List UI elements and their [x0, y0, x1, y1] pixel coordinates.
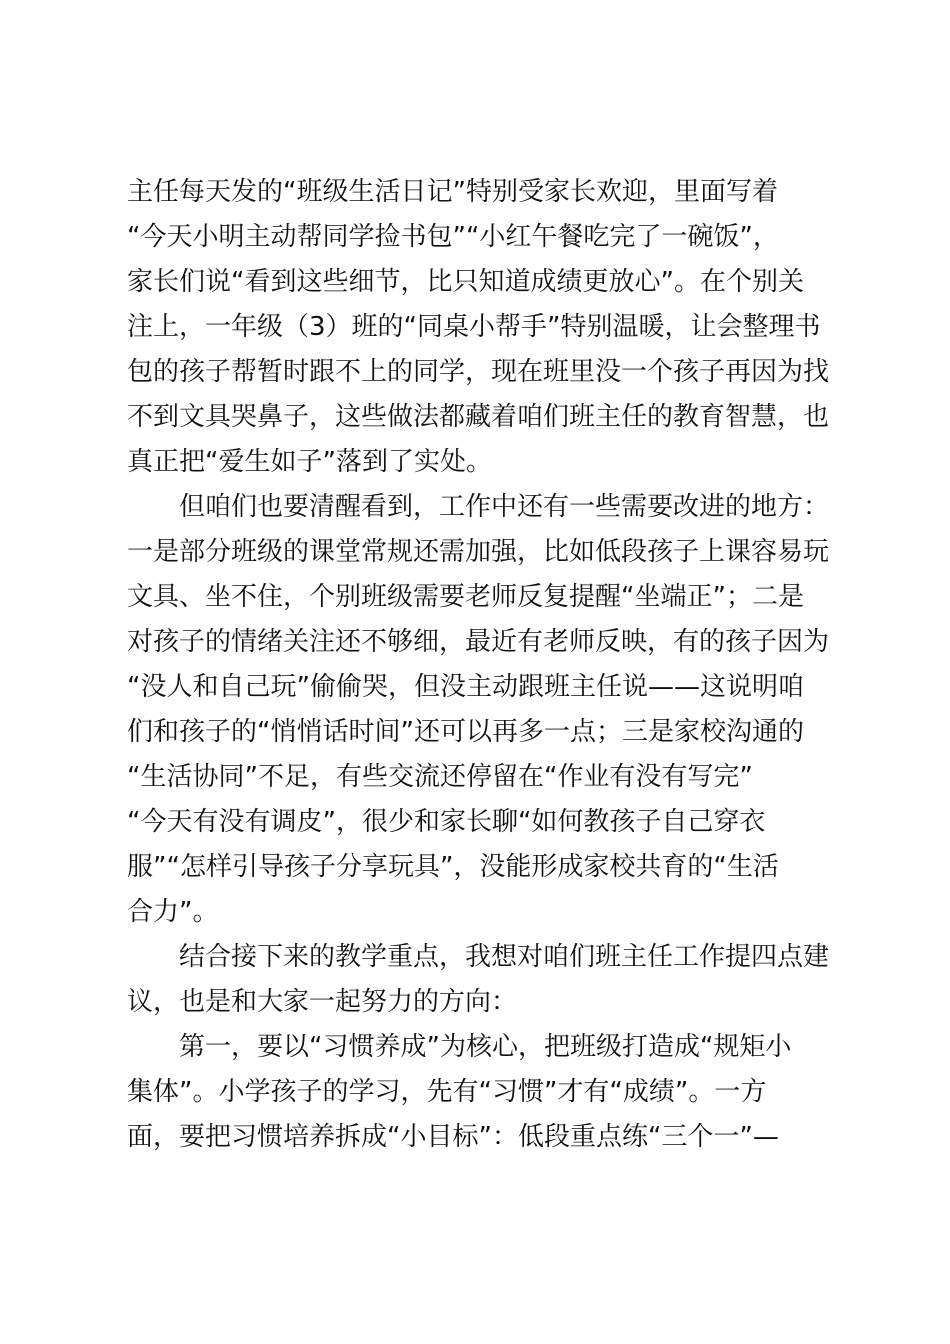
- text-line: 结合接下来的教学重点，我想对咱们班主任工作提四点建: [127, 942, 830, 972]
- text-line: 合力”。: [127, 897, 219, 927]
- text-line: 对孩子的情绪关注还不够细，最近有老师反映，有的孩子因为: [127, 627, 830, 657]
- text-line: 文具、坐不住，个别班级需要老师反复提醒“坐端正”；二是: [127, 582, 804, 612]
- text-line: 集体”。小学孩子的学习，先有“习惯”才有“成绩”。一方: [127, 1077, 767, 1107]
- text-line: 但咱们也要清醒看到，工作中还有一些需要改进的地方：: [127, 492, 830, 522]
- body-text: [127, 170, 833, 1160]
- text-line: 议，也是和大家一起努力的方向：: [127, 987, 518, 1017]
- text-line: 注上，一年级（3）班的“同桌小帮手”特别温暖，让会整理书: [127, 312, 821, 342]
- text-line: “今天小明主动帮同学捡书包”“小红午餐吃完了一碗饭”，: [127, 222, 779, 252]
- text-line: 真正把“爱生如子”落到了实处。: [127, 447, 492, 477]
- text-line: 不到文具哭鼻子，这些做法都藏着咱们班主任的教育智慧，也: [127, 402, 830, 432]
- text-line: 主任每天发的“班级生活日记”特别受家长欢迎，里面写着: [127, 177, 778, 207]
- text-line: 服”“怎样引导孩子分享玩具”，没能形成家校共育的“生活: [127, 852, 779, 882]
- text-line: 一是部分班级的课堂常规还需加强，比如低段孩子上课容易玩: [127, 537, 830, 567]
- text-line: 第一，要以“习惯养成”为核心，把班级打造成“规矩小: [127, 1032, 792, 1062]
- text-line: “没人和自己玩”偷偷哭，但没主动跟班主任说——这说明咱: [127, 672, 804, 702]
- text-line: 家长们说“看到这些细节，比只知道成绩更放心”。在个别关: [127, 267, 804, 297]
- text-line: 面，要把习惯培养拆成“小目标”：低段重点练“三个一”—: [127, 1122, 779, 1152]
- text-line: “生活协同”不足，有些交流还停留在“作业有没有写完”: [127, 762, 753, 792]
- text-line: 包的孩子帮暂时跟不上的同学，现在班里没一个孩子再因为找: [127, 357, 830, 387]
- text-line: 们和孩子的“悄悄话时间”还可以再多一点；三是家校沟通的: [127, 717, 804, 747]
- text-line: “今天有没有调皮”，很少和家长聊“如何教孩子自己穿衣: [127, 807, 766, 837]
